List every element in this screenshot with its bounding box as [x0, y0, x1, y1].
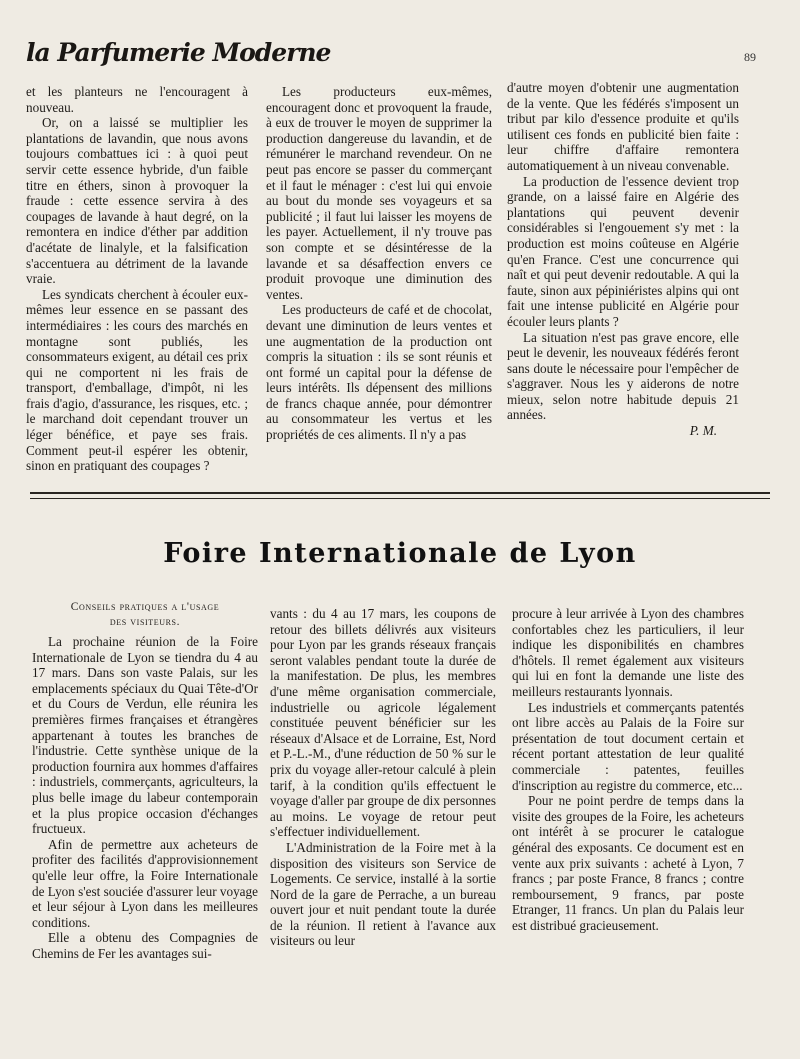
paragraph: vants : du 4 au 17 mars, les coupons de retour des billets délivrés aux visiteurs pour Lyon par les grands réseaux français seront valables pendant toute la durée de la manifestation. De plus, les membres d'une même organisation commerciale, industrielle ou agricole légalement constituée peuvent bénéficier sur les réseaux d'Alsace et de Lorraine, Est, Nord et P.-L.-M., d'une réduction de 50 % sur le prix du voyage aller-retour calculé à plein tarif, à la condition qu'ils effectuent le voyage d'aller par groupe de dix personnes au moins. Le voyage de retour peut s'effectuer individuellement.: [270, 606, 496, 840]
masthead-logo: la Parfumerie Moderne: [26, 38, 331, 67]
paragraph: Pour ne point perdre de temps dans la visite des groupes de la Foire, les acheteurs ont intérêt à se procurer le catalogue général des exposants. Ce document est en vente aux prix suivants : acheté à Lyon, 7 francs ; par poste France, 8 francs ; contre remboursement, 9 francs, par poste Etranger, 11 francs. Un plan du Palais leur est distribué gracieusement.: [512, 793, 744, 933]
paragraph: Les syndicats cherchent à écouler eux-mêmes leur essence en se passant des intermédiaires : les cours des marchés en montagne sont publiés, les consommateurs exigent, au détail ces prix qui ne comportent ni les frais de transport, d'emballage, d'impôt, ni les frais d'agio, d'assurance, les risques, etc. ; le marchand doit cependant trouver un léger bénéfice, et paye ses frais. Comment peut-il espérer les obtenir, sinon en pratiquant des coupages ?: [26, 286, 248, 474]
fair-article-column-3: [512, 606, 744, 933]
subheading-line-2: des visiteurs.: [109, 616, 181, 628]
section-divider-top: [30, 492, 770, 494]
fair-article-column-1: [32, 600, 258, 961]
signature: P. M.: [689, 423, 717, 439]
fair-article-column-2: [270, 606, 496, 949]
paragraph: L'Administration de la Foire met à la disposition des visiteurs son Service de Logements. Ce service, installé à la sortie Nord de la gare de Perrache, a un bureau ouvert jour et nuit pendant toute la durée de la réunion. Il retient à l'avance aux visiteurs ou leur: [270, 839, 496, 949]
paragraph: d'autre moyen d'obtenir une augmentation de la vente. Que les fédérés s'imposent un tribut par kilo d'essence produite et qu'ils utilisent ces fonds en publicité bien faite : leur chiffre d'affaire remontera automatiquement à un niveau convenable.: [507, 80, 739, 173]
paragraph: et les planteurs ne l'encouragent à nouveau.: [26, 84, 248, 115]
paragraph: La production de l'essence devient trop grande, on a laissé faire en Algérie des plantations qui peuvent devenir considérables si l'engouement s'y met : la production est moins coûteuse en Algérie qu'en France. C'est une concurrence qui naît et qui peut devenir redoutable. A qui la faute, sinon aux pépiniéristes alpins qui ont fait une intense publicité en Algérie pour écouler leurs plants ?: [507, 173, 739, 329]
page-number: 89: [744, 50, 756, 64]
subheading-line-1: Conseils pratiques a l'usage: [70, 601, 220, 613]
paragraph: procure à leur arrivée à Lyon des chambres confortables chez les particuliers, il leur indique les disponibilités en chambres d'hôtels. Il remet également aux visiteurs qui lui en font la demande une liste des meilleurs restaurants lyonnais.: [512, 606, 744, 699]
paragraph: La situation n'est pas grave encore, elle peut le devenir, les nouveaux fédérés feront sans doute le nécessaire pour l'empêcher de s'aggraver. Nous les y aiderons de notre mieux, selon notre habitude depuis 21 années.: [507, 329, 739, 423]
article-title: Foire Internationale de Lyon: [163, 538, 637, 569]
paragraph: Or, on a laissé se multiplier les plantations de lavandin, que nous avons toujours combattues ici : à quoi peut servir cette essence hybride, d'un faible titre en éthers, sinon à provoquer la fraude : cette essence servira à des coupages de lavande à haut degré, on la remontera en indice d'éther par addition d'acétate de linalyle, et la falsification s'accentuera au détriment de la lavande vraie.: [26, 115, 248, 287]
paragraph: Afin de permettre aux acheteurs de profiter des facilités d'approvisionnement qu'elle leur offre, la Foire Internationale de Lyon s'est souciée d'assurer leur voyage et leur séjour à Lyon dans les meilleures conditions.: [32, 836, 258, 930]
section-divider-bottom: [30, 498, 770, 499]
paragraph: Les producteurs de café et de chocolat, devant une diminution de leurs ventes et une augmentation de la production ont compris la situation : ils se sont réunis et ont formé un capital pour la défense de leurs intérêts. Ils dépensent des millions de francs chaque année, pour démontrer au consommateur les vertus et les propriétés de ces aliments. Il n'y a pas: [266, 302, 492, 443]
top-article-column-3: [507, 80, 739, 439]
paragraph: Les industriels et commerçants patentés ont libre accès au Palais de la Foire sur présentation de tout document certain et récent portant attestation de leur qualité commerciale : patentes, feuilles d'inscription au registre du commerce, etc...: [512, 699, 744, 793]
paragraph: Elle a obtenu des Compagnies de Chemins de Fer les avantages sui-: [32, 930, 258, 961]
paragraph: La prochaine réunion de la Foire Internationale de Lyon se tiendra du 4 au 17 mars. Dans son vaste Palais, sur les emplacements spéciaux du Quai Tête-d'Or et du Cours de Verdun, elle réunira les premières firmes françaises et étrangères appartenant à toutes les branches de l'industrie. Cette synthèse unique de la production fournira aux hommes d'affaires : industriels, commerçants, agriculteurs, la plus belle image du labeur contemporain et la plus propice occasion d'échanges fructueux.: [32, 634, 258, 837]
top-article-column-2: [266, 84, 492, 443]
article-subheading: [32, 600, 258, 630]
top-article-column-1: [26, 84, 248, 474]
paragraph: Les producteurs eux-mêmes, encouragent donc et provoquent la fraude, à eux de trouver le moyen de supprimer la production dangereuse du lavandin, et de rémunérer le marchand revendeur. On ne peut pas encore se passer du commerçant et il faut le ménager : c'est lui qui envoie au bout du monde ses voyageurs et sa publicité ; il faut lui laisser les moyens de les payer. Actuellement, il n'y trouve pas son compte et se désintéresse de la lavande et sa désaffection envers ce produit provoque une diminution des ventes.: [266, 84, 492, 302]
